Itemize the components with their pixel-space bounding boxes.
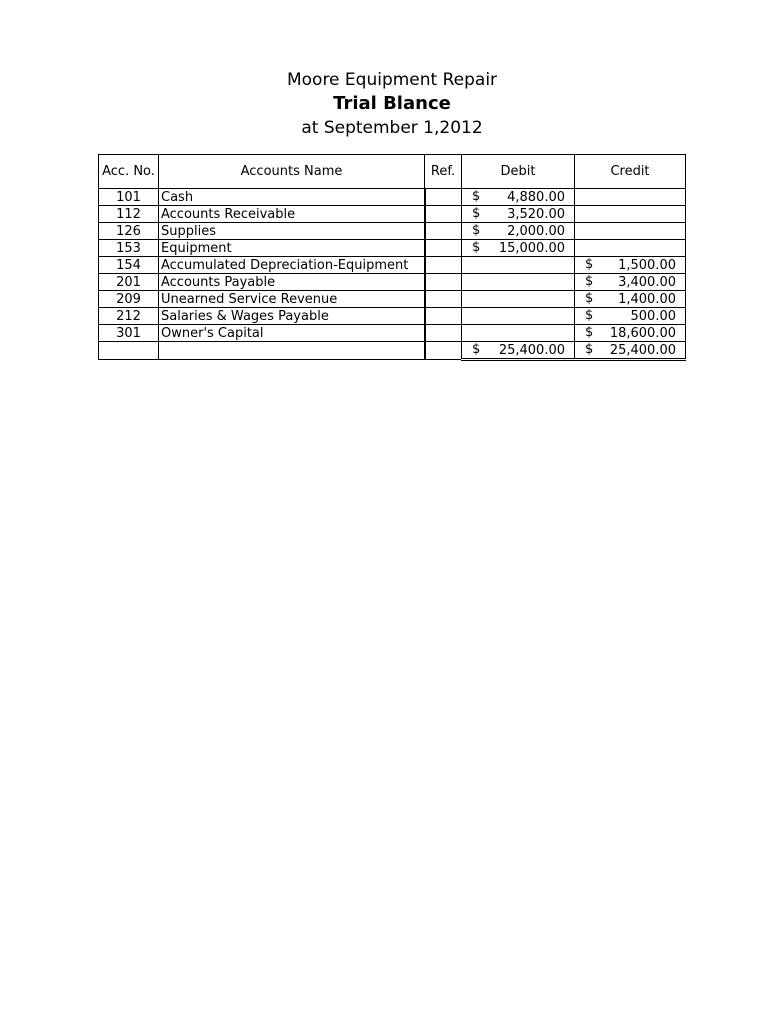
ref-cell [425, 274, 462, 291]
account-number: 101 [99, 189, 159, 206]
debit-amount: 15,000.00 [498, 240, 565, 256]
account-number: 212 [99, 308, 159, 325]
table-row [99, 189, 686, 206]
account-number: 153 [99, 240, 159, 257]
currency-symbol: $ [585, 325, 594, 340]
account-name: Supplies [159, 223, 425, 240]
account-name: Salaries & Wages Payable [159, 308, 425, 325]
currency-symbol: $ [585, 274, 594, 289]
debit-cell [462, 240, 575, 257]
credit-amount: 1,500.00 [618, 257, 676, 273]
currency-symbol: $ [585, 291, 594, 306]
account-number: 112 [99, 206, 159, 223]
currency-symbol: $ [472, 240, 481, 255]
credit-amount: 18,600.00 [609, 325, 676, 341]
account-name: Accumulated Depreciation-Equipment [159, 257, 425, 274]
account-name: Unearned Service Revenue [159, 291, 425, 308]
table-row [99, 206, 686, 223]
debit-cell [462, 325, 575, 342]
table-row [99, 240, 686, 257]
col-credit: Credit [575, 155, 686, 189]
total-credit-amount: 25,400.00 [609, 342, 676, 358]
debit-cell [462, 308, 575, 325]
credit-cell [575, 308, 686, 325]
total-credit [575, 342, 686, 360]
report-date: at September 1,2012 [301, 118, 483, 138]
total-debit [462, 342, 575, 360]
credit-cell [575, 223, 686, 240]
ref-cell [425, 291, 462, 308]
debit-cell [462, 206, 575, 223]
account-name: Accounts Payable [159, 274, 425, 291]
credit-amount: 1,400.00 [618, 291, 676, 307]
ref-cell [425, 257, 462, 274]
debit-amount: 2,000.00 [507, 223, 565, 239]
ref-cell [425, 223, 462, 240]
currency-symbol: $ [585, 342, 594, 357]
trial-balance-table [98, 154, 686, 361]
credit-cell [575, 291, 686, 308]
debit-cell [462, 257, 575, 274]
table-header-row [99, 155, 686, 189]
credit-cell [575, 274, 686, 291]
company-name: Moore Equipment Repair [286, 70, 498, 90]
total-debit-amount: 25,400.00 [498, 342, 565, 358]
credit-amount: 500.00 [630, 308, 676, 324]
col-account-name: Accounts Name [159, 155, 425, 189]
credit-cell [575, 206, 686, 223]
ref-cell [425, 206, 462, 223]
table-row [99, 274, 686, 291]
table-row [99, 257, 686, 274]
account-number: 154 [99, 257, 159, 274]
account-name: Owner's Capital [159, 325, 425, 342]
col-acc-no: Acc. No. [99, 155, 159, 189]
debit-cell [462, 291, 575, 308]
table-row [99, 223, 686, 240]
ref-cell [425, 308, 462, 325]
debit-cell [462, 223, 575, 240]
account-number: 201 [99, 274, 159, 291]
col-debit: Debit [462, 155, 575, 189]
account-name: Accounts Receivable [159, 206, 425, 223]
account-number: 301 [99, 325, 159, 342]
credit-amount: 3,400.00 [618, 274, 676, 290]
ref-cell [425, 325, 462, 342]
account-name: Cash [159, 189, 425, 206]
currency-symbol: $ [472, 189, 481, 204]
debit-amount: 4,880.00 [507, 189, 565, 205]
report-title-block [0, 68, 768, 140]
account-name: Equipment [159, 240, 425, 257]
credit-cell [575, 325, 686, 342]
col-ref: Ref. [425, 155, 462, 189]
currency-symbol: $ [472, 206, 481, 221]
account-number: 126 [99, 223, 159, 240]
debit-amount: 3,520.00 [507, 206, 565, 222]
debit-cell [462, 274, 575, 291]
credit-cell [575, 189, 686, 206]
ref-cell [425, 189, 462, 206]
currency-symbol: $ [472, 342, 481, 357]
report-title: Trial Blance [333, 93, 451, 114]
credit-cell [575, 257, 686, 274]
table-row [99, 291, 686, 308]
currency-symbol: $ [472, 223, 481, 238]
currency-symbol: $ [585, 257, 594, 272]
debit-cell [462, 189, 575, 206]
table-row [99, 325, 686, 342]
currency-symbol: $ [585, 308, 594, 323]
credit-cell [575, 240, 686, 257]
account-number: 209 [99, 291, 159, 308]
ref-cell [425, 240, 462, 257]
totals-row [99, 342, 686, 360]
table-row [99, 308, 686, 325]
